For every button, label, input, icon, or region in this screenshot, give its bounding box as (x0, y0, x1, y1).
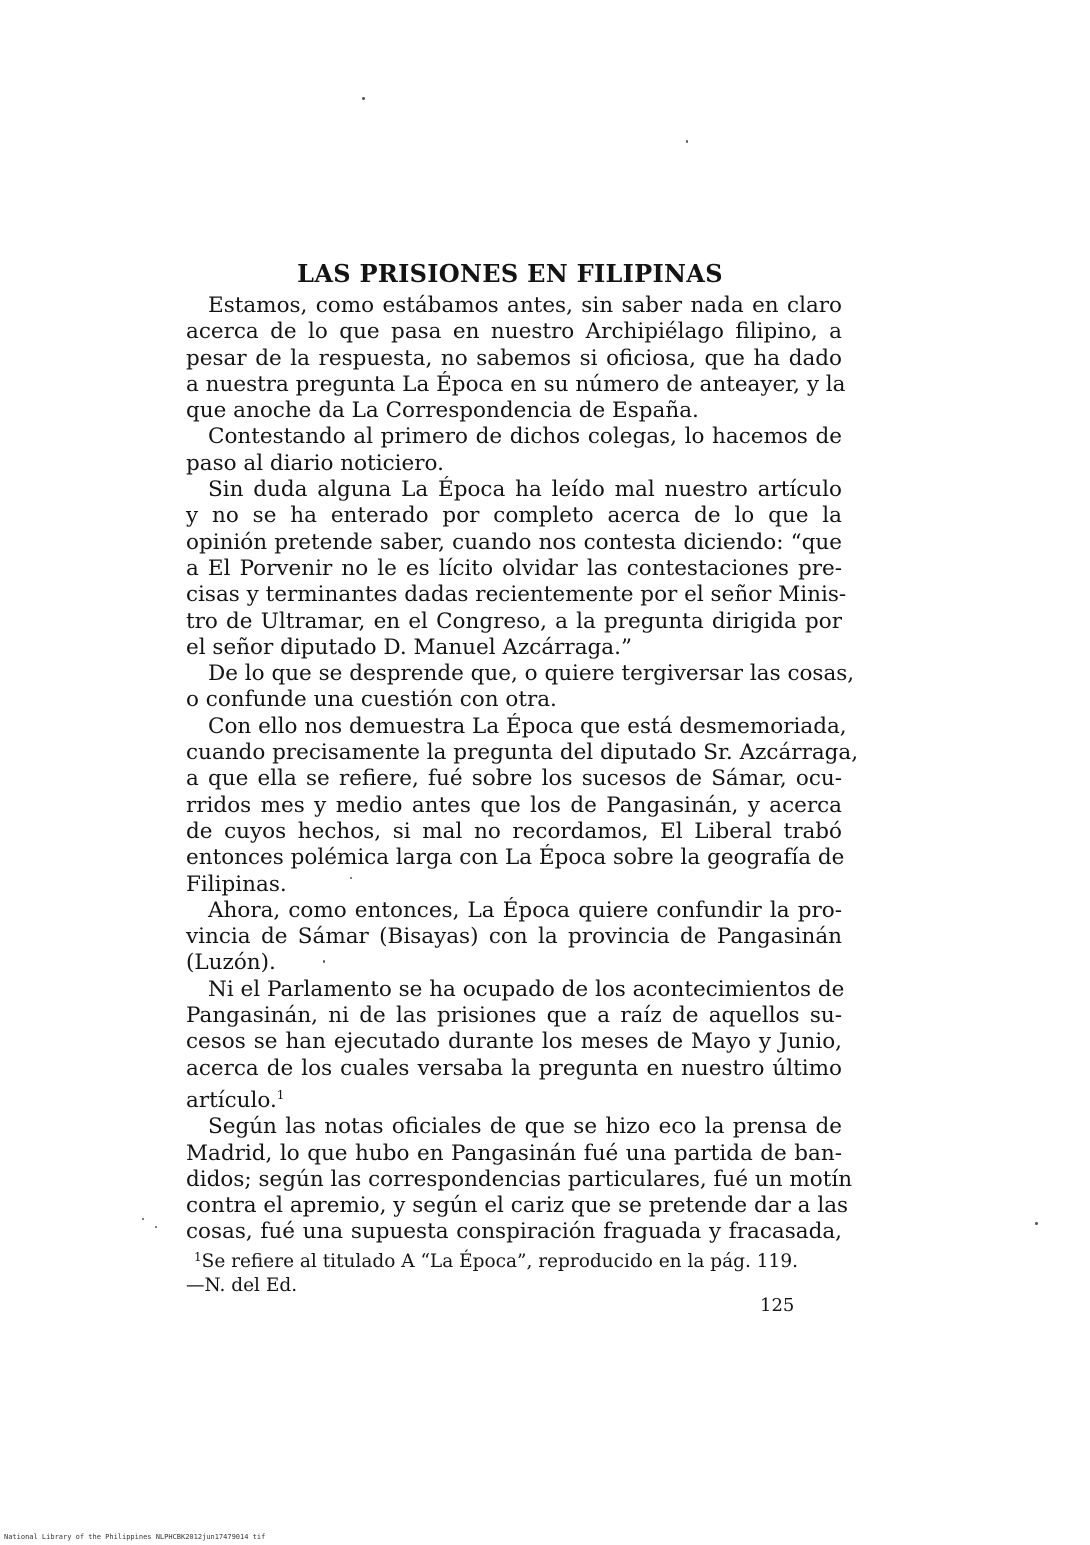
paragraph (186, 1114, 853, 1245)
paragraph (186, 713, 859, 898)
page-number: 125 (760, 1295, 795, 1316)
paragraph (186, 898, 842, 977)
text-line: o confunde una cuestión con otra. (186, 687, 557, 713)
text-line: el señor diputado D. Manuel Azcárraga.” (186, 634, 632, 660)
text-line: tro de Ultramar, en el Congreso, a la pregunta dirigida por (186, 608, 842, 634)
text-line: De lo que se desprende que, o quiere tergiversar las cosas, (208, 661, 855, 687)
text-line: vincia de Sámar (Bisayas) con la provincia de Pangasinán (186, 924, 842, 950)
paragraph (186, 477, 847, 661)
text-line: (Luzón). (186, 950, 276, 976)
text-line: opinión pretende saber, cuando nos contesta diciendo: “que (186, 529, 842, 555)
text-line: acerca de los cuales versaba la pregunta en nuestro último (186, 1055, 842, 1081)
text-line: Pangasinán, ni de las prisiones que a raíz de aquellos su- (186, 1003, 842, 1029)
footnote-reference: 1 (276, 1087, 285, 1102)
text-line: Con ello nos demuestra La Época que está desmemoriada, (208, 713, 847, 739)
footnote-marker: 1 (194, 1250, 202, 1264)
paragraph (186, 424, 842, 477)
text-line: paso al diario noticiero. (186, 450, 444, 476)
text-line: Madrid, lo que hubo en Pangasinán fué una partida de ban- (186, 1140, 842, 1166)
scan-speck (323, 960, 325, 963)
scan-speck (350, 877, 352, 879)
paragraph (186, 293, 846, 424)
text-line: cuando precisamente la pregunta del diputado Sr. Azcárraga, (186, 740, 859, 766)
text-line: Ni el Parlamento se ha ocupado de los acontecimientos de (208, 976, 845, 1002)
chapter-title: LAS PRISIONES EN FILIPINAS (297, 259, 723, 289)
text-line: a que ella se refiere, fué sobre los sucesos de Sámar, ocu- (186, 766, 842, 792)
text-line: pesar de la respuesta, no sabemos si oficiosa, que ha dado (186, 345, 842, 371)
text-line: Estamos, como estábamos antes, sin saber nada en claro (208, 293, 842, 318)
scan-speck (155, 1226, 157, 1228)
text-line: cisas y terminantes dadas recientemente por el señor Minis- (186, 582, 847, 608)
text-line: cesos se han ejecutado durante los meses de Mayo y Junio, (186, 1029, 842, 1055)
text-line: que anoche da La Correspondencia de España. (186, 398, 699, 424)
footnote (186, 1245, 846, 1298)
text-line: a nuestra pregunta La Época en su número de anteayer, y la (186, 371, 846, 397)
footnote-line (186, 1245, 846, 1274)
text-line: a El Porvenir no le es lícito olvidar las contestaciones pre- (186, 555, 842, 581)
text-line: Filipinas. (186, 871, 287, 897)
text-line: Sin duda alguna La Época ha leído mal nuestro artículo (208, 477, 842, 503)
text-line: artículo.$^1$ (186, 1087, 285, 1113)
scan-speck (1035, 1222, 1038, 1225)
text-line: rridos mes y medio antes que los de Pangasinán, y acerca (186, 792, 842, 818)
footnote-line: —N. del Ed. (186, 1275, 298, 1296)
library-stamp: National Library of the Philippines NLPHCBK2012jun17479014 tif (4, 1533, 266, 1541)
text-line: didos; según las correspondencias particulares, fué un motín (186, 1166, 853, 1192)
paragraph (186, 661, 855, 714)
text-line: de cuyos hechos, si mal no recordamos, El Liberal trabó (186, 818, 842, 844)
text-line: entonces polémica larga con La Época sobre la geografía de (186, 845, 845, 871)
scan-speck (142, 1218, 144, 1220)
paragraph (186, 976, 845, 1114)
text-line: contra el apremio, y según el cariz que se pretende dar a las (186, 1193, 849, 1219)
text-line: cosas, fué una supuesta conspiración fraguada y fracasada, (186, 1219, 842, 1245)
scan-speck (686, 140, 688, 143)
text-line: y no se ha enterado por completo acerca de lo que la (186, 503, 842, 529)
footnote-text: Se refiere al titulado A “La Época”, reproducido en la pág. 119. (201, 1251, 798, 1272)
text-line: acerca de lo que pasa en nuestro Archipiélago filipino, a (186, 319, 842, 345)
text-line: Ahora, como entonces, La Época quiere confundir la pro- (208, 897, 842, 923)
body-text (186, 293, 859, 1246)
text-line: Contestando al primero de dichos colegas, lo hacemos de (208, 424, 842, 450)
scan-speck (362, 97, 365, 100)
text-line: Según las notas oficiales de que se hizo eco la prensa de (208, 1114, 842, 1140)
